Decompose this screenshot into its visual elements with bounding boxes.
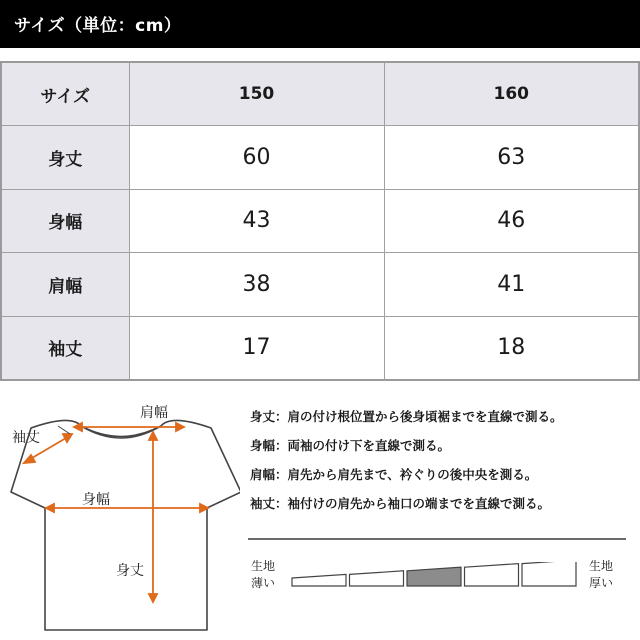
table-row [1, 189, 639, 253]
thin-label-top: 生地 [251, 559, 276, 573]
tshirt-outline [11, 420, 240, 630]
thin-label-bottom: 薄い [251, 576, 276, 590]
thickness-segment [522, 562, 576, 586]
label-sleeve: 袖丈 [12, 430, 40, 446]
thickness-segment [465, 564, 519, 586]
header-cell-150: 150 [129, 62, 384, 126]
table-header-row [1, 62, 639, 126]
value-cell: 63 [384, 126, 639, 190]
table-row [1, 126, 639, 190]
row-label: 身丈 [1, 126, 129, 190]
thick-label-bottom: 厚い [589, 576, 614, 590]
sleeve-leader-line [58, 426, 70, 434]
label-width: 身幅 [82, 492, 110, 508]
value-cell: 46 [384, 189, 639, 253]
length-arrow [149, 432, 157, 602]
value-cell: 60 [129, 126, 384, 190]
table-row [1, 316, 639, 380]
value-cell: 38 [129, 253, 384, 317]
thick-label-top: 生地 [589, 559, 614, 573]
value-cell: 17 [129, 316, 384, 380]
thickness-label-thick [589, 558, 613, 592]
thickness-label-thin [251, 558, 275, 592]
note-sleeve: 袖丈：袖付けの肩先から袖口の端までを直線で測る。 [250, 496, 551, 511]
thickness-segment [350, 571, 404, 586]
header-bar [0, 0, 640, 48]
row-label: 肩幅 [1, 253, 129, 317]
divider [248, 538, 626, 540]
tshirt-measurement-diagram [0, 392, 240, 640]
note-length: 身丈：肩の付け根位置から後身頃裾までを直線で測る。 [250, 409, 563, 424]
thickness-segment-selected [407, 567, 461, 586]
value-cell: 41 [384, 253, 639, 317]
table-row [1, 253, 639, 317]
page-title: サイズ（単位：cm） [14, 16, 182, 36]
row-label: 袖丈 [1, 316, 129, 380]
size-table [0, 61, 640, 381]
note-width: 身幅：両袖の付け下を直線で測る。 [250, 438, 451, 453]
value-cell: 43 [129, 189, 384, 253]
label-shoulder: 肩幅 [140, 405, 168, 421]
header-cell-160: 160 [384, 62, 639, 126]
value-cell: 18 [384, 316, 639, 380]
note-shoulder: 肩幅：肩先から肩先まで、衿ぐりの後中央を測る。 [250, 467, 538, 482]
header-cell-size: サイズ [1, 62, 129, 126]
measurement-notes [250, 402, 635, 518]
fabric-thickness-scale [290, 562, 586, 588]
thickness-segment [292, 574, 346, 586]
width-arrow [46, 504, 208, 512]
row-label: 身幅 [1, 189, 129, 253]
label-length: 身丈 [116, 563, 144, 579]
